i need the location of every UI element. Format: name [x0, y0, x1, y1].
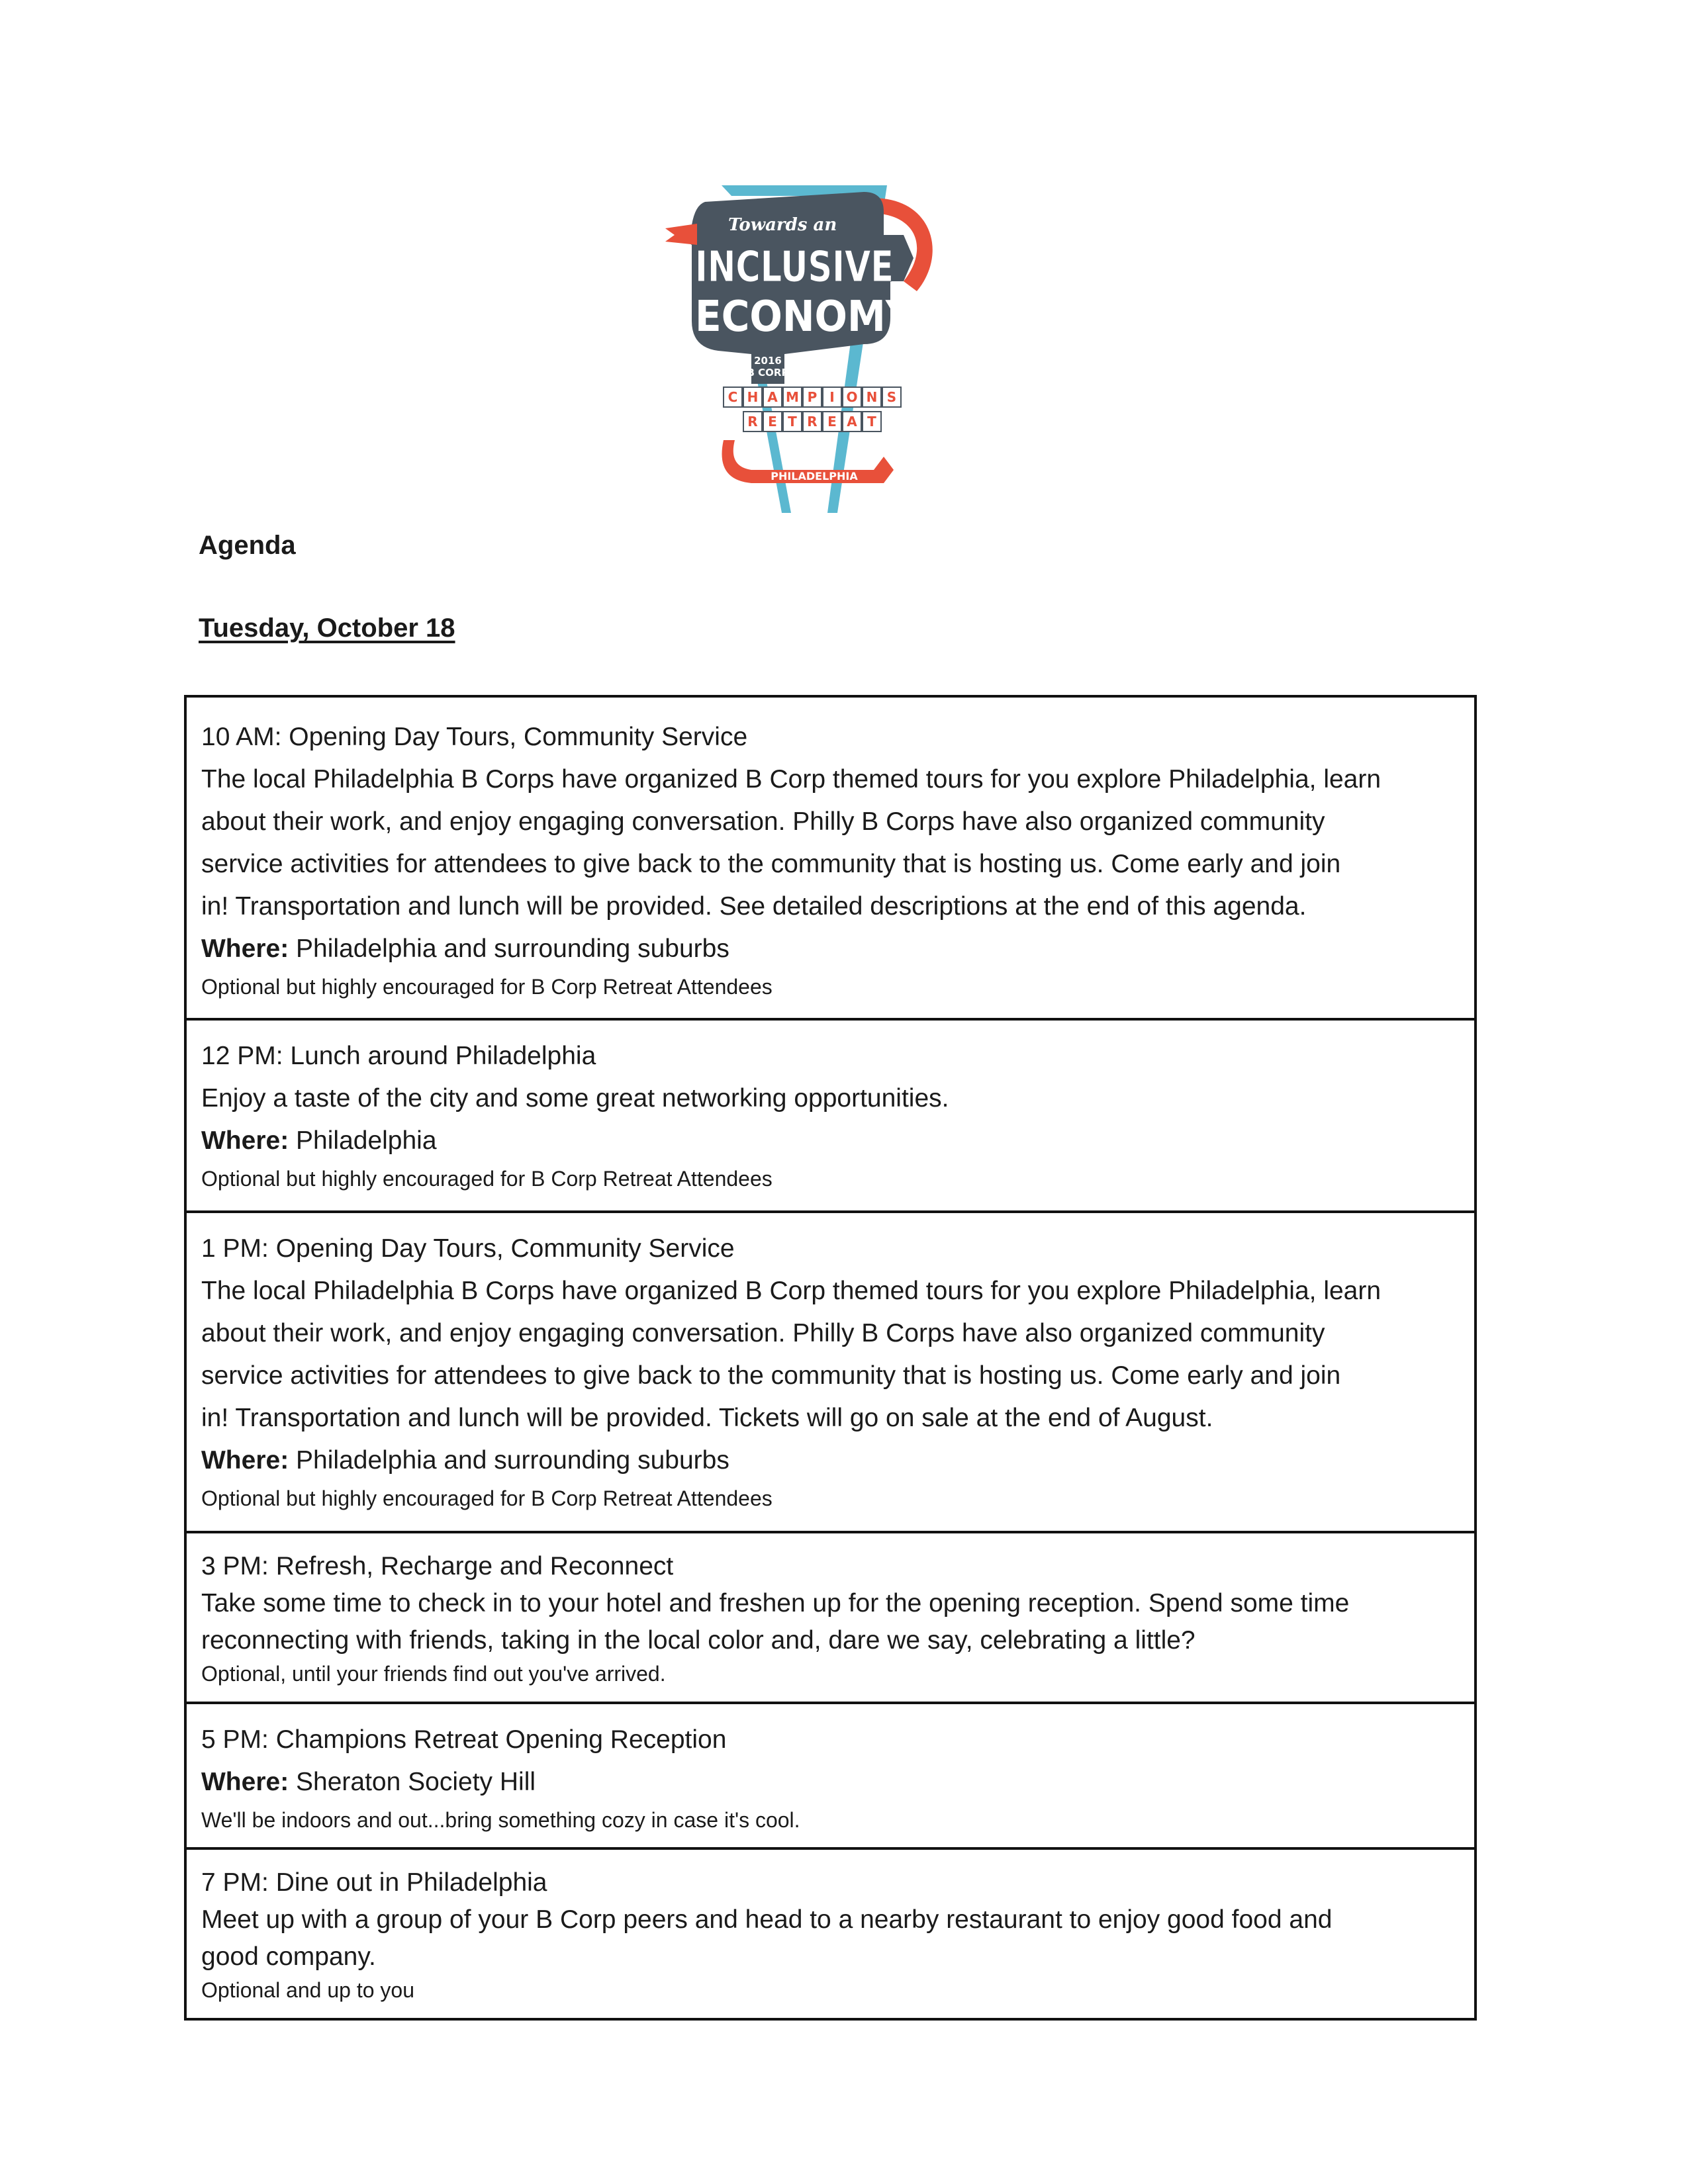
session-description: The local Philadelphia B Corps have organized B Corp themed tours for you explore Philadelphia, learn [201, 765, 1382, 794]
session-where [201, 1439, 1460, 1482]
where-value: Sheraton Society Hill [296, 1768, 536, 1796]
session-row [187, 1018, 1474, 1210]
session-description: service activities for attendees to give back to the community that is hosting us. Come early and join [201, 850, 1341, 878]
where-value: Philadelphia and surrounding suburbs [296, 934, 729, 963]
session-title: 7 PM: Dine out in Philadelphia [201, 1868, 547, 1897]
logo-city: PHILADELPHIA [771, 470, 858, 482]
session-row [187, 1847, 1474, 2018]
session-title: 5 PM: Champions Retreat Opening Reception [201, 1725, 727, 1754]
logo-retreat-letter: E [827, 414, 837, 430]
session-where [201, 928, 1460, 970]
session-note: Optional but highly encouraged for B Corp Retreat Attendees [201, 1167, 773, 1191]
session-title: 12 PM: Lunch around Philadelphia [201, 1042, 596, 1070]
session-description: Take some time to check in to your hotel and freshen up for the opening reception. Spend some time [201, 1589, 1350, 1617]
session-description: in! Transportation and lunch will be provided. Tickets will go on sale at the end of August. [201, 1404, 1213, 1432]
logo-title-line-1: INCLUSIVE [695, 243, 894, 292]
session-title: 10 AM: Opening Day Tours, Community Service [201, 723, 748, 751]
session-row [187, 1210, 1474, 1531]
where-label: Where: [201, 1768, 289, 1796]
agenda-heading: Agenda [199, 531, 296, 560]
session-row [187, 1531, 1474, 1702]
logo-champions-letter: M [786, 389, 799, 405]
logo-tagline: Towards an [728, 215, 837, 235]
session-title: 1 PM: Opening Day Tours, Community Service [201, 1234, 735, 1263]
session-note: Optional and up to you [201, 1978, 415, 2002]
session-description: The local Philadelphia B Corps have organized B Corp themed tours for you explore Philadelphia, learn [201, 1277, 1382, 1305]
session-description: Meet up with a group of your B Corp peers and head to a nearby restaurant to enjoy good food and [201, 1905, 1333, 1934]
logo-champions-letter: H [747, 389, 759, 405]
logo-year: 2016 [754, 355, 782, 367]
logo-retreat-letter: R [747, 414, 758, 430]
session-note: Optional but highly encouraged for B Corp Retreat Attendees [201, 975, 773, 999]
session-where [201, 1120, 1460, 1162]
logo-champions-letter: C [727, 389, 738, 405]
session-description: reconnecting with friends, taking in the local color and, dare we say, celebrating a little? [201, 1626, 1196, 1655]
logo-title-line-2: ECONOMY [695, 293, 914, 341]
where-value: Philadelphia and surrounding suburbs [296, 1446, 729, 1475]
logo-bcorp: B CORP [747, 367, 789, 379]
logo-champions-letter: S [886, 389, 897, 405]
logo-retreat-letter: T [788, 414, 797, 430]
session-title: 3 PM: Refresh, Recharge and Reconnect [201, 1552, 674, 1580]
logo-champions-letter: O [846, 389, 858, 405]
logo-champions-tiles [724, 387, 901, 407]
session-where [201, 1761, 1460, 1803]
where-label: Where: [201, 934, 289, 963]
session-description: in! Transportation and lunch will be provided. See detailed descriptions at the end of this agenda. [201, 892, 1307, 921]
event-logo [665, 172, 970, 516]
agenda-table [184, 695, 1477, 2021]
session-row [187, 698, 1474, 1018]
logo-retreat-letter: A [847, 414, 857, 430]
session-note: Optional but highly encouraged for B Corp Retreat Attendees [201, 1486, 773, 1510]
logo-retreat-letter: R [807, 414, 818, 430]
where-label: Where: [201, 1126, 289, 1155]
logo-champions-letter: N [866, 389, 878, 405]
logo-retreat-tiles [743, 412, 881, 432]
event-logo-graphic [665, 172, 970, 516]
session-row [187, 1702, 1474, 1847]
session-description: about their work, and enjoy engaging conversation. Philly B Corps have also organized community [201, 807, 1325, 836]
session-description: Enjoy a taste of the city and some great networking opportunities. [201, 1084, 949, 1113]
logo-retreat-letter: E [768, 414, 777, 430]
session-note: We'll be indoors and out...bring something cozy in case it's cool. [201, 1808, 800, 1832]
day-heading: Tuesday, October 18 [199, 614, 455, 643]
session-description: service activities for attendees to give back to the community that is hosting us. Come early and join [201, 1361, 1341, 1390]
logo-retreat-letter: T [867, 414, 876, 430]
session-description: about their work, and enjoy engaging conversation. Philly B Corps have also organized community [201, 1319, 1325, 1347]
logo-coral-pennant [665, 224, 697, 245]
where-value: Philadelphia [296, 1126, 437, 1155]
session-description: good company. [201, 1942, 376, 1971]
logo-champions-letter: P [807, 389, 818, 405]
logo-champions-letter: I [829, 389, 835, 405]
logo-champions-letter: A [767, 389, 778, 405]
where-label: Where: [201, 1446, 289, 1475]
session-note: Optional, until your friends find out you've arrived. [201, 1662, 666, 1686]
